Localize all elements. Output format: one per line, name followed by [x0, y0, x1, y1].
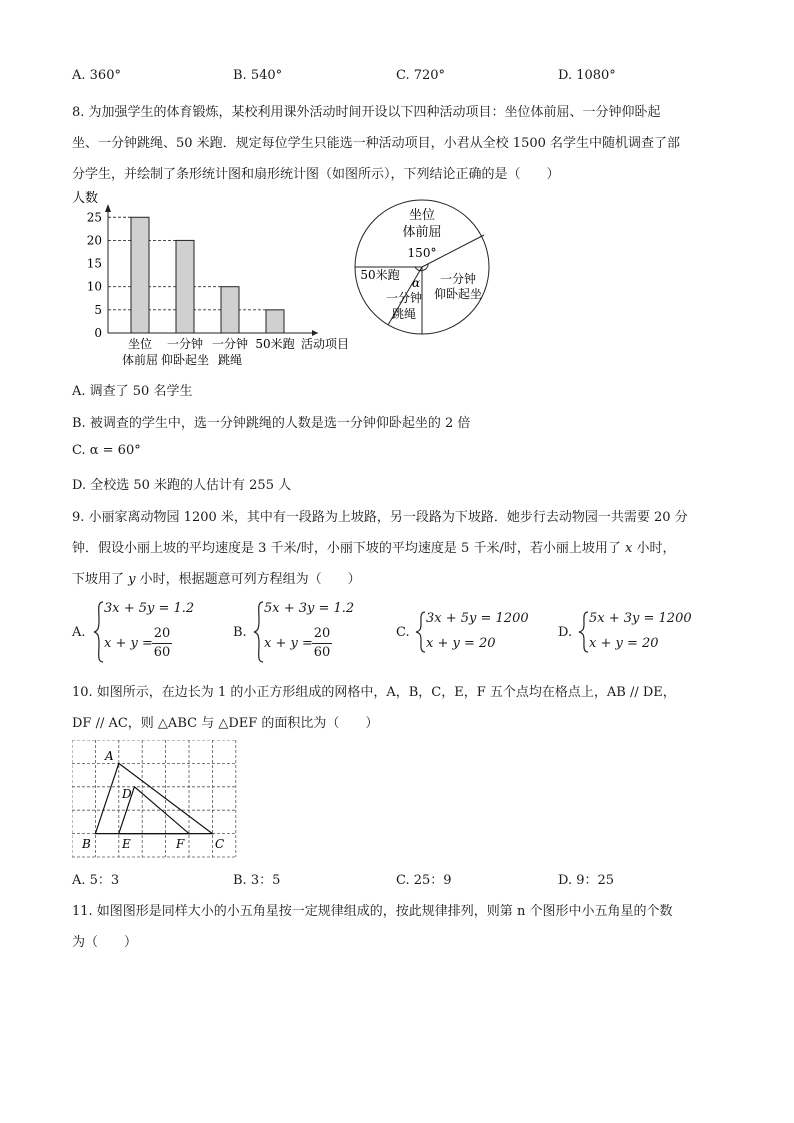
- bar-chart-ytick-20: 20: [86, 233, 102, 248]
- q9-stem-line-2: [72, 537, 675, 556]
- q7-option-c: C. 720°: [396, 68, 446, 83]
- q9-option-b-eq2-left: x + y =: [264, 636, 313, 651]
- bar-3: [266, 310, 284, 333]
- q9-option-c-eq2: x + y = 20: [426, 636, 496, 651]
- q9-option-b-frac-den: 60: [313, 645, 331, 660]
- q9-stem-line-3-tail: 小时，根据题意可列方程组为（ ）: [139, 572, 361, 587]
- bar-chart-xtick-1-1: 仰卧起坐: [160, 353, 210, 367]
- q9-stem-line-3: [72, 568, 361, 587]
- q8-option-a: A. 调查了 50 名学生: [72, 384, 193, 399]
- pie-label-sit-reach-1: 坐位: [408, 208, 436, 223]
- bar-chart-xtick-1-0: 一分钟: [166, 337, 204, 351]
- q8-stem-line-1: 8. 为加强学生的体育锻炼，某校利用课外活动时间开设以下四种活动项目：坐位体前屈、一分钟仰卧起: [72, 105, 661, 120]
- q10-grid-figure: [72, 740, 238, 858]
- q11-stem-line-2: 为（ ）: [72, 935, 138, 950]
- q11-stem-line-1: 11. 如图图形是同样大小的小五角星按一定规律组成的，按此规律排列，则第 n 个图形中小五角星的个数: [72, 904, 673, 919]
- q7-option-b: B. 540°: [233, 68, 283, 83]
- q10-stem-line-1: 10. 如图所示，在边长为 1 的小正方形组成的网格中，A，B，C，E，F 五个点均在格点上，AB // DE，: [72, 685, 676, 700]
- q7-option-a: A. 360°: [72, 68, 121, 83]
- point-label-b: B: [82, 837, 91, 851]
- q9-option-a-frac: [152, 626, 172, 660]
- bar-0: [131, 217, 149, 333]
- bar-chart-ytick-25: 25: [86, 210, 102, 225]
- q9-option-d-eq1: 5x + 3y = 1200: [589, 611, 692, 626]
- q9-option-d-eq2: x + y = 20: [589, 636, 659, 651]
- q9-option-b-frac: [312, 626, 332, 660]
- bar-chart-ytick-5: 5: [94, 302, 102, 317]
- point-label-a: A: [105, 749, 114, 763]
- q10-option-c: C. 25：9: [396, 873, 452, 888]
- bar-chart-xtick-0-0: 坐位: [127, 337, 153, 351]
- pie-label-situps-1: 一分钟: [439, 272, 477, 286]
- bar-chart-ytick-15: 15: [86, 256, 102, 271]
- q10-option-d: D. 9：25: [558, 873, 615, 888]
- point-label-c: C: [215, 837, 225, 851]
- q10-option-b: B. 3：5: [233, 873, 281, 888]
- bar-chart-ytick-0: 0: [94, 326, 102, 340]
- q8-stem-line-3: 分学生，并绘制了条形统计图和扇形统计图（如图所示），下列结论正确的是（ ）: [72, 167, 560, 182]
- q8-option-d: D. 全校选 50 米跑的人估计有 255 人: [72, 478, 292, 493]
- pie-annotation-alpha: α: [411, 276, 421, 290]
- q8-option-b: B. 被调查的学生中，选一分钟跳绳的人数是选一分钟仰卧起坐的 2 倍: [72, 416, 471, 431]
- q9-stem-line-2-text: 钟．假设小丽上坡的平均速度是 3 千米/时，小丽下坡的平均速度是 5 千米/时，若小丽上坡用了: [72, 541, 621, 556]
- q10-stem-line-2: DF // AC，则 △ABC 与 △DEF 的面积比为（ ）: [72, 716, 379, 731]
- point-label-e: E: [122, 837, 131, 851]
- pie-annotation-150: 150°: [407, 246, 437, 260]
- pie-label-situps-2: 仰卧起坐: [433, 287, 483, 301]
- q9-var-y: y: [128, 572, 136, 587]
- bar-1: [176, 240, 194, 333]
- q8-option-c: C. α = 60°: [72, 443, 141, 458]
- q10-option-a: A. 5：3: [72, 873, 120, 888]
- bar-chart-xtick-0-1: 体前屈: [121, 353, 159, 367]
- bar-chart-ylabel: 人数: [72, 191, 99, 206]
- q9-option-a-frac-num: 20: [153, 626, 171, 641]
- q8-bar-chart: [60, 186, 370, 371]
- point-label-d: D: [122, 787, 132, 801]
- q9-option-d-label: D.: [558, 625, 573, 640]
- q9-option-c-label: C.: [396, 625, 410, 640]
- triangle-abc: [95, 763, 212, 833]
- pie-label-sit-reach-2: 体前屈: [402, 225, 442, 240]
- bar-chart-y-arrow: [105, 204, 111, 212]
- bar-chart-xlabel: 活动项目: [301, 337, 350, 351]
- q7-option-d: D. 1080°: [558, 68, 616, 83]
- point-label-f: F: [176, 837, 185, 851]
- q8-stem-line-2: 坐、一分钟跳绳、50 米跑．规定每位学生只能选一种活动项目，小君从全校 1500 名学生中随机调查了部: [72, 136, 681, 151]
- bar-chart-xtick-2-0: 一分钟: [211, 337, 249, 351]
- q9-option-a-eq1: 3x + 5y = 1.2: [104, 601, 195, 616]
- q9-var-x: x: [624, 541, 633, 556]
- q9-option-c-eq1: 3x + 5y = 1200: [426, 611, 529, 626]
- bar-2: [221, 287, 239, 333]
- q9-option-b-eq1: 5x + 3y = 1.2: [264, 601, 355, 616]
- bar-chart-ytick-10: 10: [86, 279, 102, 294]
- q9-option-b-label: B.: [233, 625, 247, 640]
- q8-pie-chart: [350, 192, 490, 342]
- pie-label-jumprope-1: 一分钟: [385, 291, 423, 305]
- pie-label-jumprope-2: 跳绳: [391, 307, 417, 321]
- pie-label-50m: 50米跑: [360, 268, 400, 282]
- q9-option-a-label: A.: [72, 625, 86, 640]
- q9-option-b-frac-num: 20: [313, 626, 331, 641]
- bar-chart-xtick-3-0: 50米跑: [255, 337, 295, 351]
- q9-stem-line-1: 9. 小丽家离动物园 1200 米，其中有一段路为上坡路，另一段路为下坡路．她步行去动物园一共需要 20 分: [72, 510, 688, 525]
- q9-stem-line-2-tail: 小时，: [636, 541, 676, 556]
- q9-stem-line-3-head: 下坡用了: [72, 572, 125, 587]
- grid-lines: [72, 740, 236, 857]
- q9-option-a-frac-den: 60: [153, 645, 171, 660]
- q9-option-a-eq2-left: x + y =: [104, 636, 153, 651]
- bar-chart-xtick-2-1: 跳绳: [217, 353, 243, 367]
